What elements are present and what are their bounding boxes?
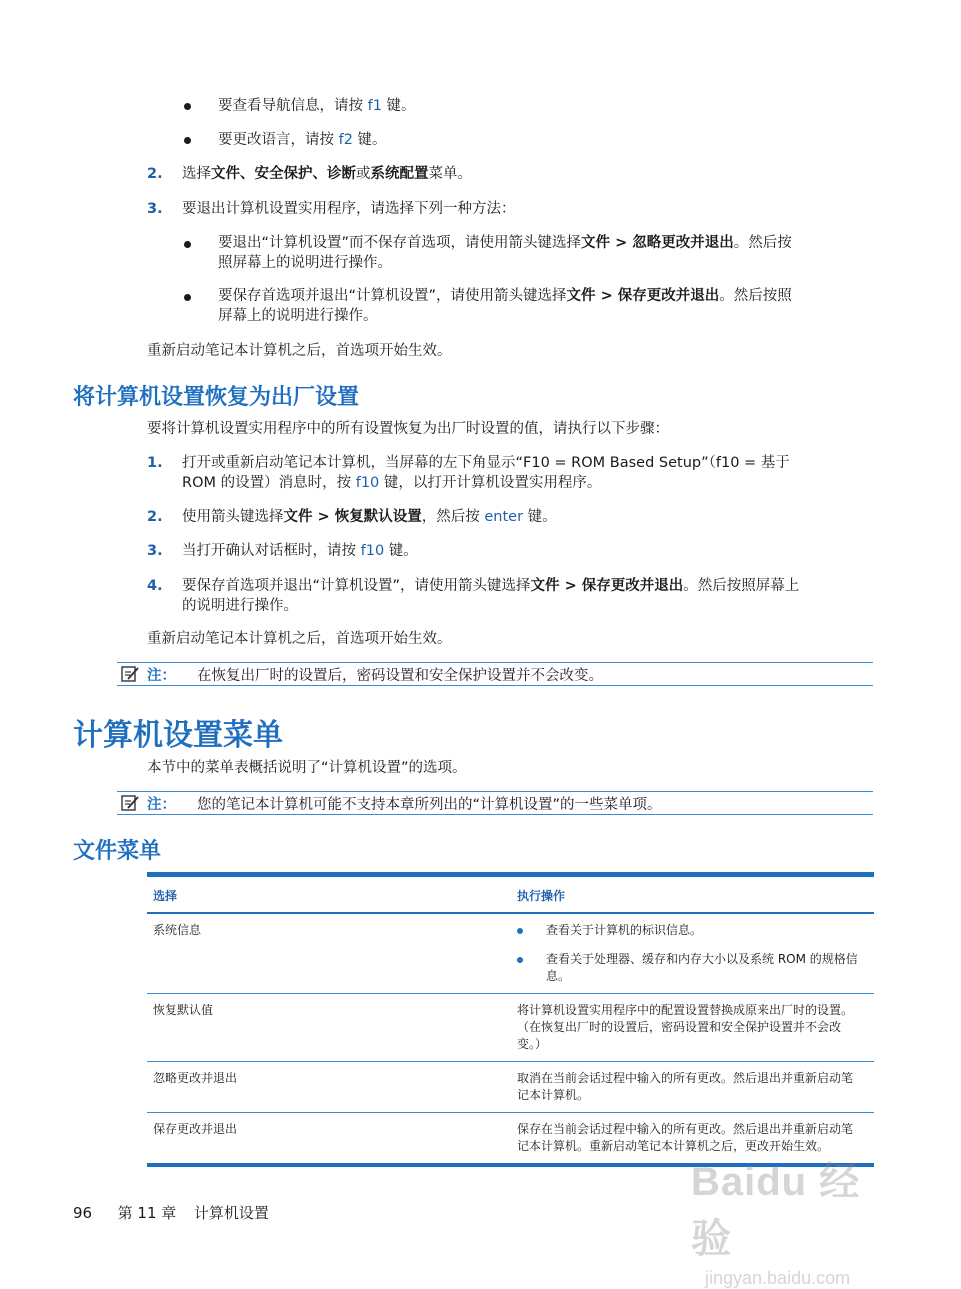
note-pencil-icon (120, 664, 140, 684)
table-row (147, 1062, 874, 1113)
table-header-row (147, 875, 874, 914)
menu-name: 文件、安全保护、诊断 (211, 166, 356, 182)
text: 菜单。 (428, 166, 472, 182)
step-number: 4. (147, 578, 163, 594)
text: 。然后按照屏幕上 (683, 578, 800, 594)
cell-action: 保存在当前会话过程中输入的所有更改。然后退出并重新启动笔记本计算机。重新启动笔记本计算机之后，更改开始生效。 (511, 1113, 874, 1166)
table-row (147, 913, 874, 994)
menu-path: 文件 > 保存更改并退出 (530, 578, 684, 594)
line (182, 576, 882, 596)
cell-select: 保存更改并退出 (147, 1113, 511, 1166)
text: 要更改语言，请按 (218, 132, 339, 148)
text: ROM 的设置）消息时，按 (182, 475, 356, 491)
line (182, 473, 882, 493)
restore-step-2 (182, 507, 557, 527)
cell-select: 忽略更改并退出 (147, 1062, 511, 1113)
watermark-text: Baidu 经验 (691, 1160, 861, 1261)
step-2-text (182, 164, 472, 184)
text: 或 (356, 166, 371, 182)
line (218, 286, 878, 306)
note-box (117, 791, 873, 815)
menu-path: 文件 > 忽略更改并退出 (581, 235, 734, 251)
note-box (117, 662, 873, 686)
chapter-number: 第 11 章 (117, 1204, 177, 1222)
step-number: 2. (147, 509, 163, 525)
key-enter: enter (484, 509, 524, 525)
text: 键。 (384, 543, 418, 559)
text: 要查看导航信息，请按 (218, 98, 368, 114)
key-f1: f1 (367, 98, 382, 114)
bullet-dot (184, 137, 191, 144)
file-menu-table (147, 872, 874, 1167)
line: 打开或重新启动笔记本计算机，当屏幕的左下角显示“F10 = ROM Based Setup”（f10 = 基于 (182, 455, 790, 471)
page-number: 96 (73, 1204, 93, 1222)
text: 要保存首选项并退出“计算机设置”，请使用箭头键选择 (182, 578, 531, 594)
restore-step-4 (182, 576, 882, 616)
chapter-title: 计算机设置 (193, 1204, 269, 1222)
text: 要保存首选项并退出“计算机设置”，请使用箭头键选择 (218, 288, 567, 304)
note-text: 在恢复出厂时的设置后，密码设置和安全保护设置并不会改变。 (197, 668, 603, 684)
note-text: 您的笔记本计算机可能不支持本章所列出的“计算机设置”的一些菜单项。 (197, 797, 662, 813)
section-title-file-menu: 文件菜单 (73, 839, 162, 864)
step-number: 2. (147, 166, 163, 182)
line (218, 233, 878, 253)
bullet-exit-discard (218, 233, 878, 273)
step-number: 3. (147, 543, 163, 559)
step-3-text: 要退出计算机设置实用程序，请选择下列一种方法： (182, 201, 516, 217)
bullet-nav-info (218, 96, 416, 116)
column-header-action: 执行操作 (511, 875, 874, 914)
text: 查看关于计算机的标识信息。 (546, 923, 703, 937)
key-f10: f10 (360, 543, 385, 559)
text: 查看关于处理器、缓存和内存大小以及系统 ROM 的规格信息。 (546, 952, 858, 983)
section-title-menus: 计算机设置菜单 (73, 718, 283, 753)
cell-action: 将计算机设置实用程序中的配置设置替换成原来出厂时的设置。（在恢复出厂时的设置后，密码设置和安全保护设置并不会改变。） (511, 994, 874, 1062)
note-label: 注： (147, 797, 176, 813)
step-number: 3. (147, 201, 163, 217)
step-number: 1. (147, 455, 163, 471)
text: 键。 (381, 98, 416, 114)
page-footer (73, 1202, 269, 1223)
line: 屏幕上的说明进行操作。 (218, 308, 378, 324)
restore-intro: 要将计算机设置实用程序中的所有设置恢复为出厂时设置的值，请执行以下步骤： (147, 421, 669, 437)
menu-name: 系统配置 (370, 166, 429, 182)
note-pencil-icon (120, 793, 140, 813)
text: 当打开确认对话框时，请按 (182, 543, 361, 559)
baidu-watermark (691, 1150, 901, 1288)
list-item (517, 951, 864, 985)
bullet-dot (184, 103, 191, 110)
cell-select: 系统信息 (147, 913, 511, 994)
section-title-restore: 将计算机设置恢复为出厂设置 (73, 385, 360, 410)
list-item (517, 922, 864, 939)
restore-step-3 (182, 541, 418, 561)
text: 要退出“计算机设置”而不保存首选项，请使用箭头键选择 (218, 235, 582, 251)
key-f10: f10 (355, 475, 380, 491)
bullet-dot (184, 241, 191, 248)
menu-path: 文件 > 保存更改并退出 (566, 288, 720, 304)
column-header-select: 选择 (147, 875, 511, 914)
bullet-dot (184, 294, 191, 301)
text: 。然后按 (733, 235, 792, 251)
note-label: 注： (147, 668, 176, 684)
text: 选择 (182, 166, 211, 182)
menu-path: 文件 > 恢复默认设置 (283, 509, 422, 525)
table-row (147, 994, 874, 1062)
text: 。然后按照 (719, 288, 792, 304)
text: ，然后按 (421, 509, 485, 525)
cell-action: 取消在当前会话过程中输入的所有更改。然后退出并重新启动笔记本计算机。 (511, 1062, 874, 1113)
cell-select: 恢复默认值 (147, 994, 511, 1062)
text: 键。 (352, 132, 387, 148)
line: 照屏幕上的说明进行操作。 (218, 255, 392, 271)
restart-text: 重新启动笔记本计算机之后，首选项开始生效。 (147, 343, 452, 359)
watermark-url: jingyan.baidu.com (705, 1268, 851, 1288)
key-f2: f2 (338, 132, 353, 148)
menu-intro: 本节中的菜单表概括说明了“计算机设置”的选项。 (147, 760, 467, 776)
text: 键，以打开计算机设置实用程序。 (379, 475, 602, 491)
bullet-language (218, 130, 387, 150)
bullet-dot (517, 928, 523, 934)
text: 键。 (523, 509, 557, 525)
bullet-exit-save (218, 286, 878, 326)
restore-step-1 (182, 453, 882, 493)
restart-text: 重新启动笔记本计算机之后，首选项开始生效。 (147, 631, 452, 647)
line: 的说明进行操作。 (182, 598, 298, 614)
bullet-dot (517, 957, 523, 963)
cell-action (511, 913, 874, 994)
text: 使用箭头键选择 (182, 509, 284, 525)
